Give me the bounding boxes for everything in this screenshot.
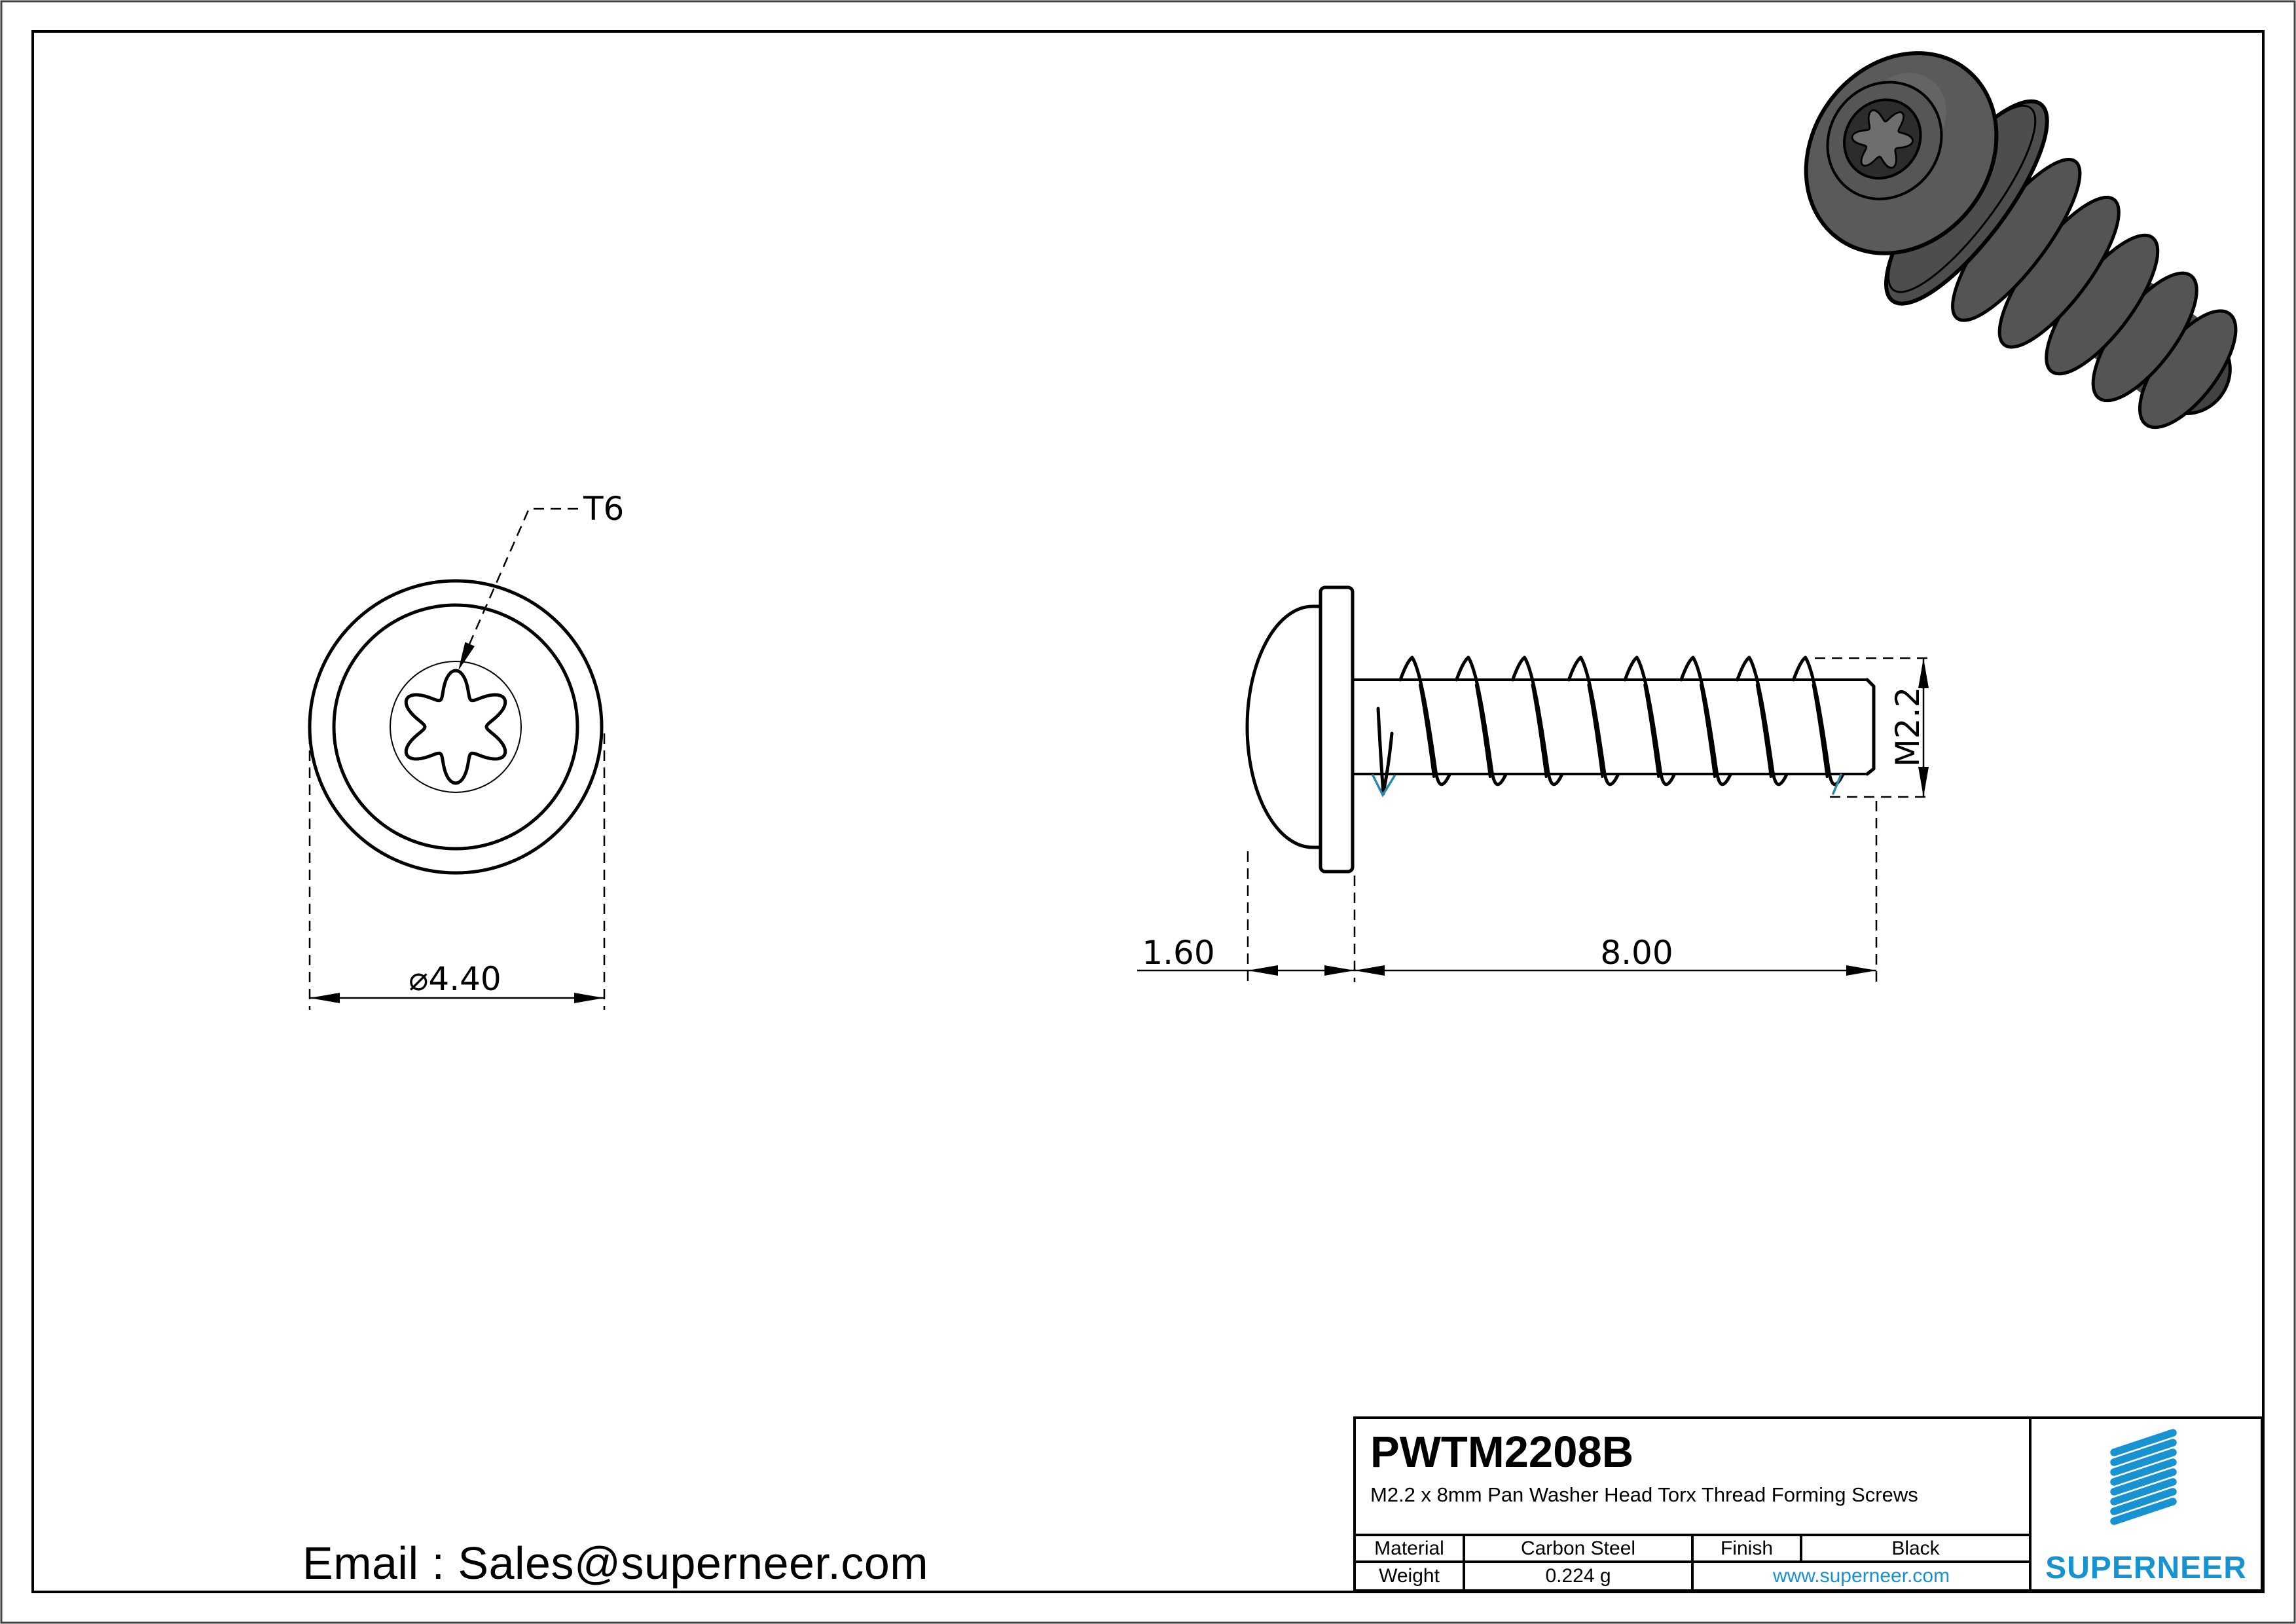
part-number: PWTM2208B <box>1370 1428 1634 1477</box>
title-block <box>1353 1416 2263 1592</box>
material-label: Material <box>1356 1536 1465 1563</box>
website-link[interactable]: www.superneer.com <box>1772 1565 1950 1587</box>
dim-arrowhead <box>1846 965 1876 976</box>
recess-outline <box>390 661 521 792</box>
head-height-label: 1.60 <box>1142 934 1215 972</box>
contact-email: Email : Sales@superneer.com <box>302 1538 929 1589</box>
brand-panel <box>2032 1419 2261 1589</box>
part-description: M2.2 x 8mm Pan Washer Head Torx Thread Forming Screws <box>1370 1483 1918 1507</box>
title-block-header <box>1356 1419 2029 1534</box>
dim-arrowhead <box>1248 965 1278 976</box>
washer-outline <box>310 581 602 873</box>
dim-arrowhead <box>310 993 340 1003</box>
thread-length-label: 8.00 <box>1600 934 1673 972</box>
dim-arrowhead <box>1918 767 1929 797</box>
thread-diameter-label: M2.2 <box>1889 686 1927 767</box>
finish-value: Black <box>1802 1536 2029 1563</box>
dim-arrowhead <box>574 993 604 1003</box>
head-outline <box>334 605 577 849</box>
dim-arrowhead <box>1324 965 1355 976</box>
torx-size-label: T6 <box>583 490 625 528</box>
washer-flange-profile <box>1321 587 1353 872</box>
leader-arrowhead <box>458 642 475 671</box>
head-dome-profile <box>1247 606 1321 847</box>
dim-arrowhead <box>1355 965 1385 976</box>
front-view <box>310 490 624 1010</box>
thread-profile <box>1400 657 1843 784</box>
dim-arrowhead <box>1918 658 1929 688</box>
screw-tip-profile <box>1867 680 1874 774</box>
material-value: Carbon Steel <box>1465 1536 1694 1563</box>
side-view <box>1137 587 1930 982</box>
spec-table <box>1356 1534 2029 1589</box>
weight-value: 0.224 g <box>1465 1563 1694 1589</box>
torx-recess-outline <box>406 671 505 783</box>
screw-3d-render <box>1757 2 2296 493</box>
weight-label: Weight <box>1356 1563 1465 1589</box>
title-block-main <box>1356 1419 2032 1589</box>
thread-start <box>1378 709 1392 794</box>
head-diameter-label: ⌀4.40 <box>409 960 501 998</box>
brand-name: SUPERNEER <box>2045 1551 2247 1585</box>
finish-label: Finish <box>1694 1536 1802 1563</box>
